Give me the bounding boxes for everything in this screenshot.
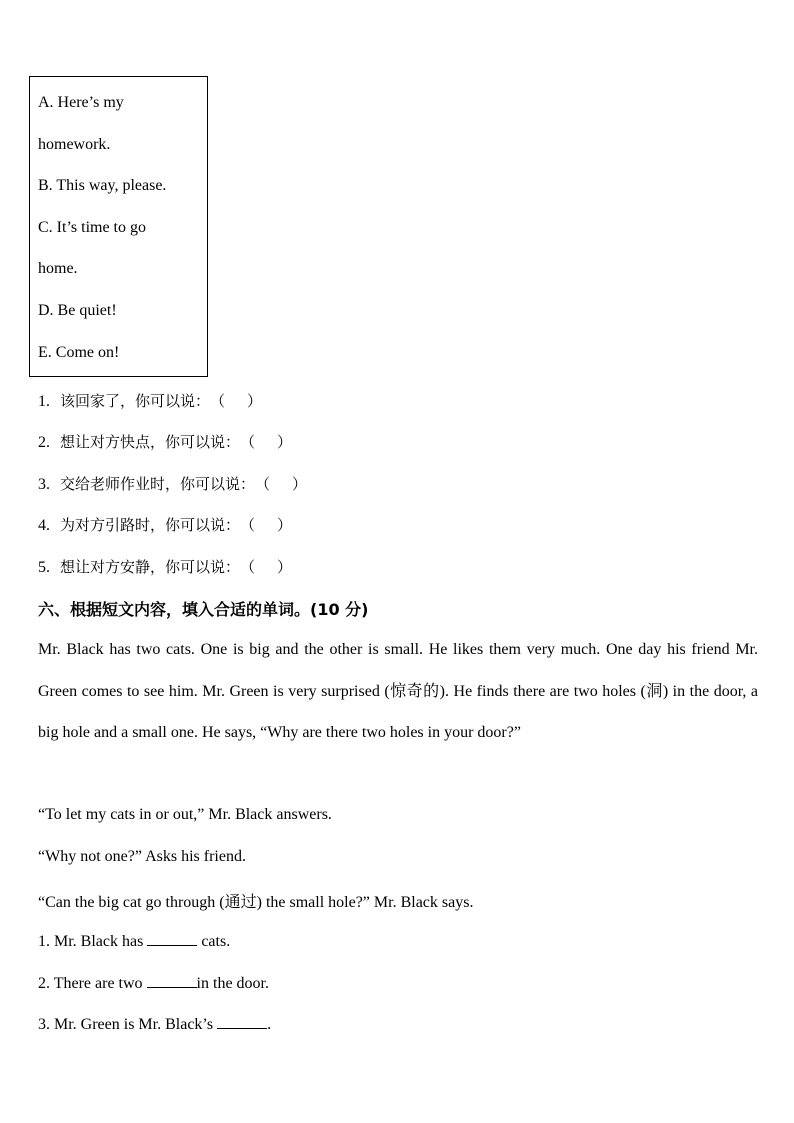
answer-paren-open[interactable]: （ xyxy=(255,475,271,493)
answer-paren-close: ） xyxy=(277,516,293,534)
answer-blank[interactable] xyxy=(147,973,197,988)
answer-paren-open[interactable]: （ xyxy=(240,433,256,451)
option-a-line1: A. Here’s my xyxy=(38,94,124,111)
question-text-end: in the door. xyxy=(196,975,269,992)
situation-text: 交给老师作业时，你可以说： xyxy=(60,475,256,493)
question-text: 2. There are two xyxy=(38,975,147,992)
option-e: E. Come on! xyxy=(38,344,120,361)
option-a-line2: homework. xyxy=(38,136,111,153)
situation-item xyxy=(38,514,292,535)
situation-item xyxy=(38,473,307,494)
section-title: 六、根据短文内容，填入合适的单词。(10 分) xyxy=(38,600,369,619)
passage-paragraph: “To let my cats in or out,” Mr. Black answers. xyxy=(38,806,332,823)
question-text-end: cats. xyxy=(197,933,231,950)
passage-paragraph: “Can the big cat go through (通过) the small hole?” Mr. Black says. xyxy=(38,894,474,911)
situation-number: 5. xyxy=(38,559,50,576)
situation-item xyxy=(38,556,292,577)
answer-paren-close: ） xyxy=(277,433,293,451)
question-text-end: . xyxy=(267,1016,272,1033)
passage-paragraph: Mr. Black has two cats. One is big and the other is small. He likes them very much. One day his friend Mr. Green comes to see him. Mr. Green is very surprised (惊奇的). He finds there are two holes (洞) in the door, a big hole and a small one. He says, “Why are there two holes in your door?” xyxy=(38,641,758,742)
situation-number: 4. xyxy=(38,517,50,534)
answer-blank[interactable] xyxy=(217,1014,267,1029)
answer-blank[interactable] xyxy=(147,931,197,946)
situation-text: 该回家了，你可以说： xyxy=(60,392,211,410)
answer-paren-close: ） xyxy=(292,475,308,493)
situation-text: 想让对方快点，你可以说： xyxy=(60,433,241,451)
option-d: D. Be quiet! xyxy=(38,302,117,319)
question-item xyxy=(38,1014,271,1034)
situation-number: 2. xyxy=(38,434,50,451)
passage-paragraph: “Why not one?” Asks his friend. xyxy=(38,848,246,865)
question-text: 3. Mr. Green is Mr. Black’s xyxy=(38,1016,218,1033)
answer-paren-open[interactable]: （ xyxy=(240,516,256,534)
question-text: 1. Mr. Black has xyxy=(38,933,148,950)
situation-text: 想让对方安静，你可以说： xyxy=(60,558,241,576)
situation-number: 1. xyxy=(38,393,50,410)
situation-item xyxy=(38,390,262,411)
options-box xyxy=(29,76,208,377)
situation-text: 为对方引路时，你可以说： xyxy=(60,516,241,534)
option-c-line1: C. It’s time to go xyxy=(38,219,146,236)
answer-paren-open[interactable]: （ xyxy=(240,558,256,576)
situation-number: 3. xyxy=(38,476,50,493)
answer-paren-open[interactable]: （ xyxy=(210,392,226,410)
situation-item xyxy=(38,431,292,452)
question-item xyxy=(38,973,269,993)
question-item xyxy=(38,931,230,951)
answer-paren-close: ） xyxy=(277,558,293,576)
option-c-line2: home. xyxy=(38,260,78,277)
option-b: B. This way, please. xyxy=(38,177,167,194)
answer-paren-close: ） xyxy=(247,392,263,410)
